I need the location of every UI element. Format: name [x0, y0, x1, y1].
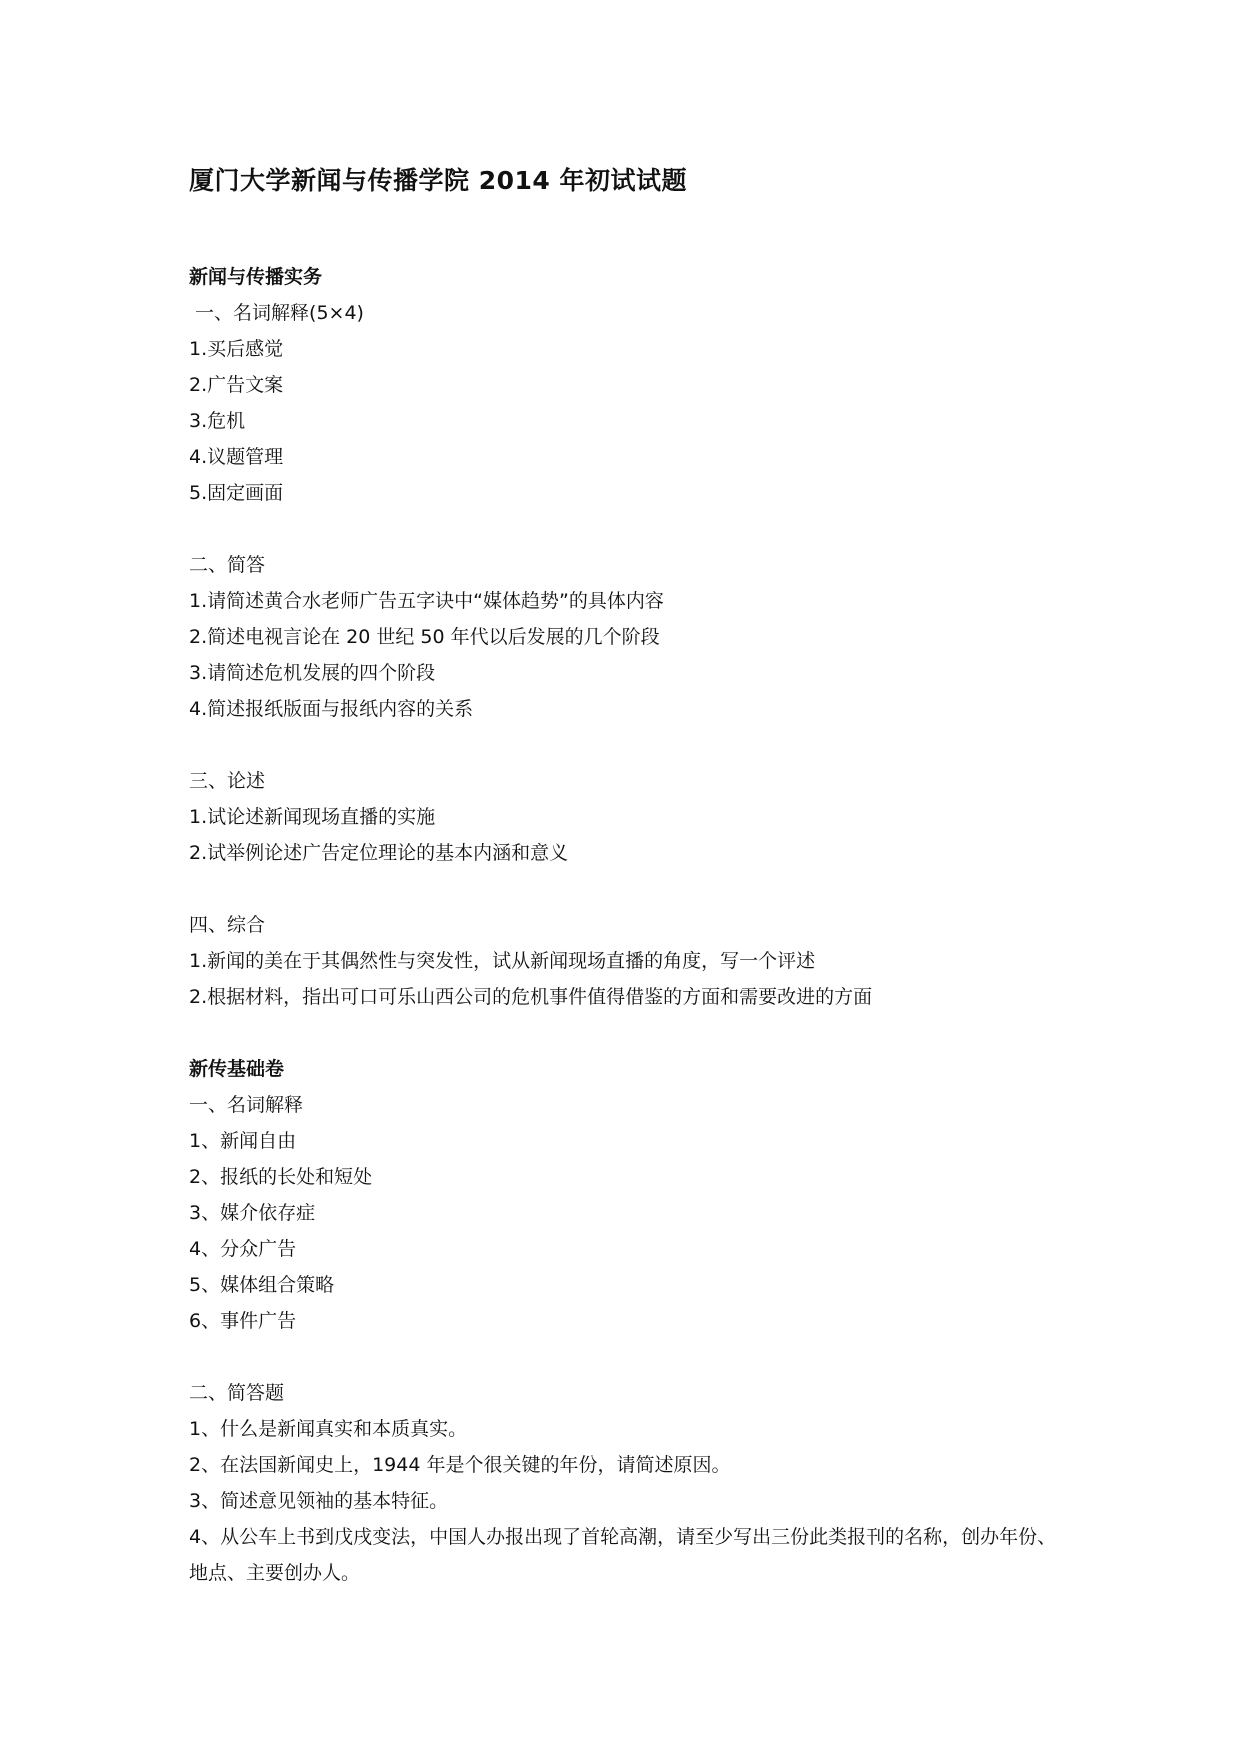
- question-item: 4.简述报纸版面与报纸内容的关系: [189, 698, 474, 720]
- question-item: 4.议题管理: [189, 446, 284, 468]
- document-title: 厦门大学新闻与传播学院 2014 年初试试题: [189, 166, 687, 195]
- question-item: 2.简述电视言论在 20 世纪 50 年代以后发展的几个阶段: [189, 626, 660, 648]
- question-item: 1.新闻的美在于其偶然性与突发性，试从新闻现场直播的角度，写一个评述: [189, 950, 816, 972]
- question-item: 5、媒体组合策略: [189, 1274, 335, 1296]
- group-heading: 二、简答: [189, 554, 266, 576]
- question-group-short-answer: [189, 547, 1089, 727]
- question-item: 3.请简述危机发展的四个阶段: [189, 662, 436, 684]
- section-heading: 新传基础卷: [189, 1058, 285, 1080]
- question-item: 1、新闻自由: [189, 1130, 297, 1152]
- question-group-essay: [189, 763, 1089, 871]
- question-item: 4、从公车上书到戊戌变法，中国人办报出现了首轮高潮，请至少写出三份此类报刊的名称，创办年份、地点、主要创办人。: [189, 1526, 1057, 1584]
- question-item: 1.请简述黄合水老师广告五字诀中“媒体趋势”的具体内容: [189, 590, 664, 612]
- question-group-short-answer: [189, 1375, 1089, 1591]
- question-item: 2.试举例论述广告定位理论的基本内涵和意义: [189, 842, 569, 864]
- question-group-comprehensive: [189, 907, 1089, 1015]
- question-item: 3.危机: [189, 410, 246, 432]
- group-heading: 四、综合: [189, 914, 266, 936]
- section-heading: 新闻与传播实务: [189, 266, 323, 288]
- question-item: 3、简述意见领袖的基本特征。: [189, 1490, 449, 1512]
- question-item: 2、报纸的长处和短处: [189, 1166, 373, 1188]
- question-item: 5.固定画面: [189, 482, 284, 504]
- question-item: 2.根据材料，指出可口可乐山西公司的危机事件值得借鉴的方面和需要改进的方面: [189, 986, 873, 1008]
- question-item: 6、事件广告: [189, 1310, 297, 1332]
- section-practice: [189, 259, 1089, 1015]
- group-heading: 二、简答题: [189, 1382, 285, 1404]
- question-item: 2、在法国新闻史上，1944 年是个很关键的年份，请简述原因。: [189, 1454, 731, 1476]
- group-heading: 一、名词解释(5×4): [189, 302, 364, 324]
- document-page: [189, 163, 1089, 1591]
- question-group-terms: [189, 295, 1089, 511]
- question-group-terms: [189, 1087, 1089, 1339]
- section-basics: [189, 1051, 1089, 1591]
- question-item: 1、什么是新闻真实和本质真实。: [189, 1418, 468, 1440]
- question-item: 3、媒介依存症: [189, 1202, 316, 1224]
- group-heading: 三、论述: [189, 770, 266, 792]
- group-heading: 一、名词解释: [189, 1094, 304, 1116]
- question-item: 2.广告文案: [189, 374, 284, 396]
- question-item: 1.买后感觉: [189, 338, 284, 360]
- question-item: 4、分众广告: [189, 1238, 297, 1260]
- question-item: 1.试论述新闻现场直播的实施: [189, 806, 436, 828]
